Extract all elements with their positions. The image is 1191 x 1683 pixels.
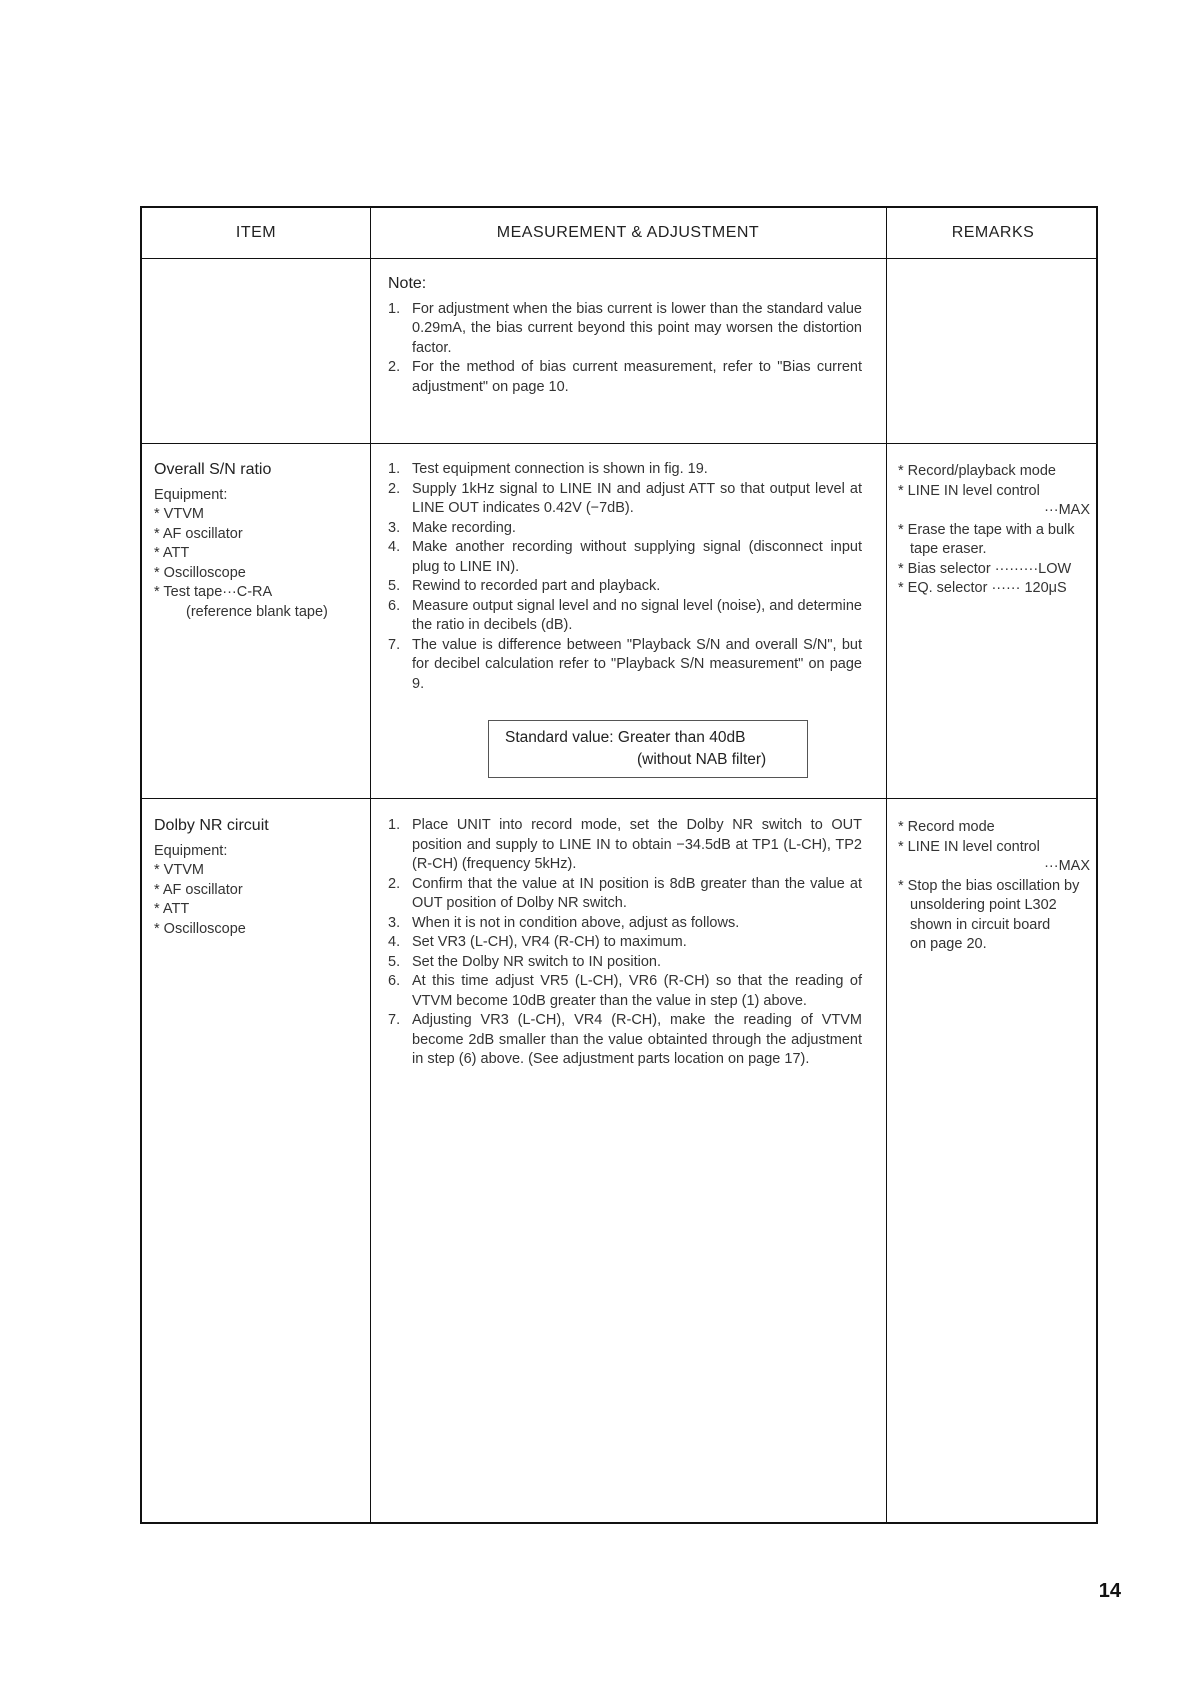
- list-item: 7. Adjusting VR3 (L-CH), VR4 (R-CH), make the reading of VTVM become 2dB smaller than the value obtainted through the adjustment in step (6) above. (See adjustment parts location on page 17).: [388, 1012, 862, 1067]
- row-divider: [142, 258, 1096, 259]
- remark-value: ···MAX: [1044, 858, 1090, 874]
- remark-continuation: unsoldering point L302: [910, 897, 1057, 913]
- sn-steps: [388, 460, 862, 694]
- adjustment-table: [140, 206, 1098, 1524]
- dolby-measurement-cell: [388, 816, 862, 1070]
- remark-item: * Bias selector ·········LOW: [898, 560, 1072, 577]
- item-title: Overall S/N ratio: [154, 461, 272, 478]
- remark-item: * Erase the tape with a bulk: [898, 521, 1075, 538]
- sn-measurement-cell: [388, 460, 862, 790]
- equipment-item: * Oscilloscope: [154, 920, 246, 937]
- standard-value: Standard value: Greater than 40dB: [505, 729, 746, 746]
- equipment-item: * ATT: [154, 901, 190, 917]
- note-title: Note:: [388, 275, 427, 292]
- list-item: 5. Set the Dolby NR switch to IN position.: [388, 953, 662, 970]
- page-number: 14: [1098, 1580, 1121, 1602]
- remark-item: * Record mode: [898, 819, 995, 835]
- remark-item: * LINE IN level control: [898, 838, 1040, 855]
- remark-continuation: tape eraser.: [910, 541, 987, 557]
- equipment-label: Equipment:: [154, 842, 228, 859]
- remark-continuation: shown in circuit board: [910, 916, 1051, 933]
- list-item: 5. Rewind to recorded part and playback.: [388, 578, 661, 594]
- list-item: 3. When it is not in condition above, adjust as follows.: [388, 914, 740, 931]
- list-item: 2. Supply 1kHz signal to LINE IN and adjust ATT so that output level at LINE OUT indicates 0.42V (−7dB).: [388, 480, 862, 516]
- column-divider: [370, 208, 371, 1522]
- row-divider: [142, 798, 1096, 799]
- equipment-item: * AF oscillator: [154, 881, 243, 898]
- list-item: 6. Measure output signal level and no signal level (noise), and determine the ratio in decibels (dB).: [388, 597, 862, 633]
- equipment-item: * VTVM: [154, 506, 204, 522]
- equipment-item: * VTVM: [154, 862, 204, 878]
- equipment-item: * ATT: [154, 545, 190, 561]
- list-item: 4. Set VR3 (L-CH), VR4 (R-CH) to maximum.: [388, 934, 687, 950]
- standard-value-box: [488, 720, 808, 778]
- header-measurement: MEASUREMENT & ADJUSTMENT: [496, 224, 760, 241]
- remark-item: * Record/playback mode: [898, 463, 1056, 479]
- equipment-label: Equipment:: [154, 486, 228, 503]
- list-item: 1. For adjustment when the bias current is lower than the standard value 0.29mA, the bias current beyond this point may worsen the distortion factor.: [388, 300, 862, 356]
- remark-item: * Stop the bias oscillation by: [898, 877, 1080, 894]
- header-remarks: REMARKS: [951, 224, 1035, 241]
- list-item: 4. Make another recording without supplying signal (disconnect input plug to LINE IN).: [388, 539, 862, 575]
- column-divider: [886, 208, 887, 1522]
- list-item: 2. Confirm that the value at IN position is 8dB greater than the value at OUT position of Dolby NR switch.: [388, 875, 862, 911]
- header-item: ITEM: [235, 224, 277, 241]
- remark-item: * LINE IN level control: [898, 482, 1040, 499]
- list-item: 2. For the method of bias current measurement, refer to "Bias current adjustment" on page 10.: [388, 359, 862, 395]
- row-divider: [142, 443, 1096, 444]
- sn-remarks-cell: [898, 462, 1090, 599]
- remark-value: ···MAX: [1044, 502, 1090, 518]
- dolby-remarks-cell: [898, 818, 1090, 955]
- note-list: [388, 300, 862, 398]
- list-item: 7. The value is difference between "Playback S/N and overall S/N", but for decibel calculation refer to "Playback S/N measurement" on page 9.: [388, 636, 862, 692]
- note-section: [388, 274, 862, 397]
- dolby-steps: [388, 816, 862, 1070]
- remark-item: * EQ. selector ······ 120μS: [898, 580, 1067, 596]
- equipment-item: * Oscilloscope: [154, 564, 246, 581]
- equipment-item: * Test tape···C-RA: [154, 584, 273, 600]
- equipment-note: (reference blank tape): [186, 603, 328, 620]
- dolby-item-cell: [154, 816, 364, 939]
- item-title: Dolby NR circuit: [154, 817, 269, 834]
- standard-value-note: (without NAB filter): [637, 751, 767, 768]
- list-item: 1. Test equipment connection is shown in fig. 19.: [388, 461, 708, 477]
- remark-continuation: on page 20.: [910, 936, 987, 952]
- list-item: 6. At this time adjust VR5 (L-CH), VR6 (R-CH) so that the reading of VTVM become 10dB greater than the value in step (1) above.: [388, 973, 862, 1009]
- list-item: 1. Place UNIT into record mode, set the Dolby NR switch to OUT position and supply to LINE IN to obtain −34.5dB at TP1 (L-CH), TP2 (R-CH) (frequency 5kHz).: [388, 817, 862, 872]
- equipment-item: * AF oscillator: [154, 525, 243, 542]
- sn-item-cell: [154, 460, 364, 622]
- list-item: 3. Make recording.: [388, 519, 516, 536]
